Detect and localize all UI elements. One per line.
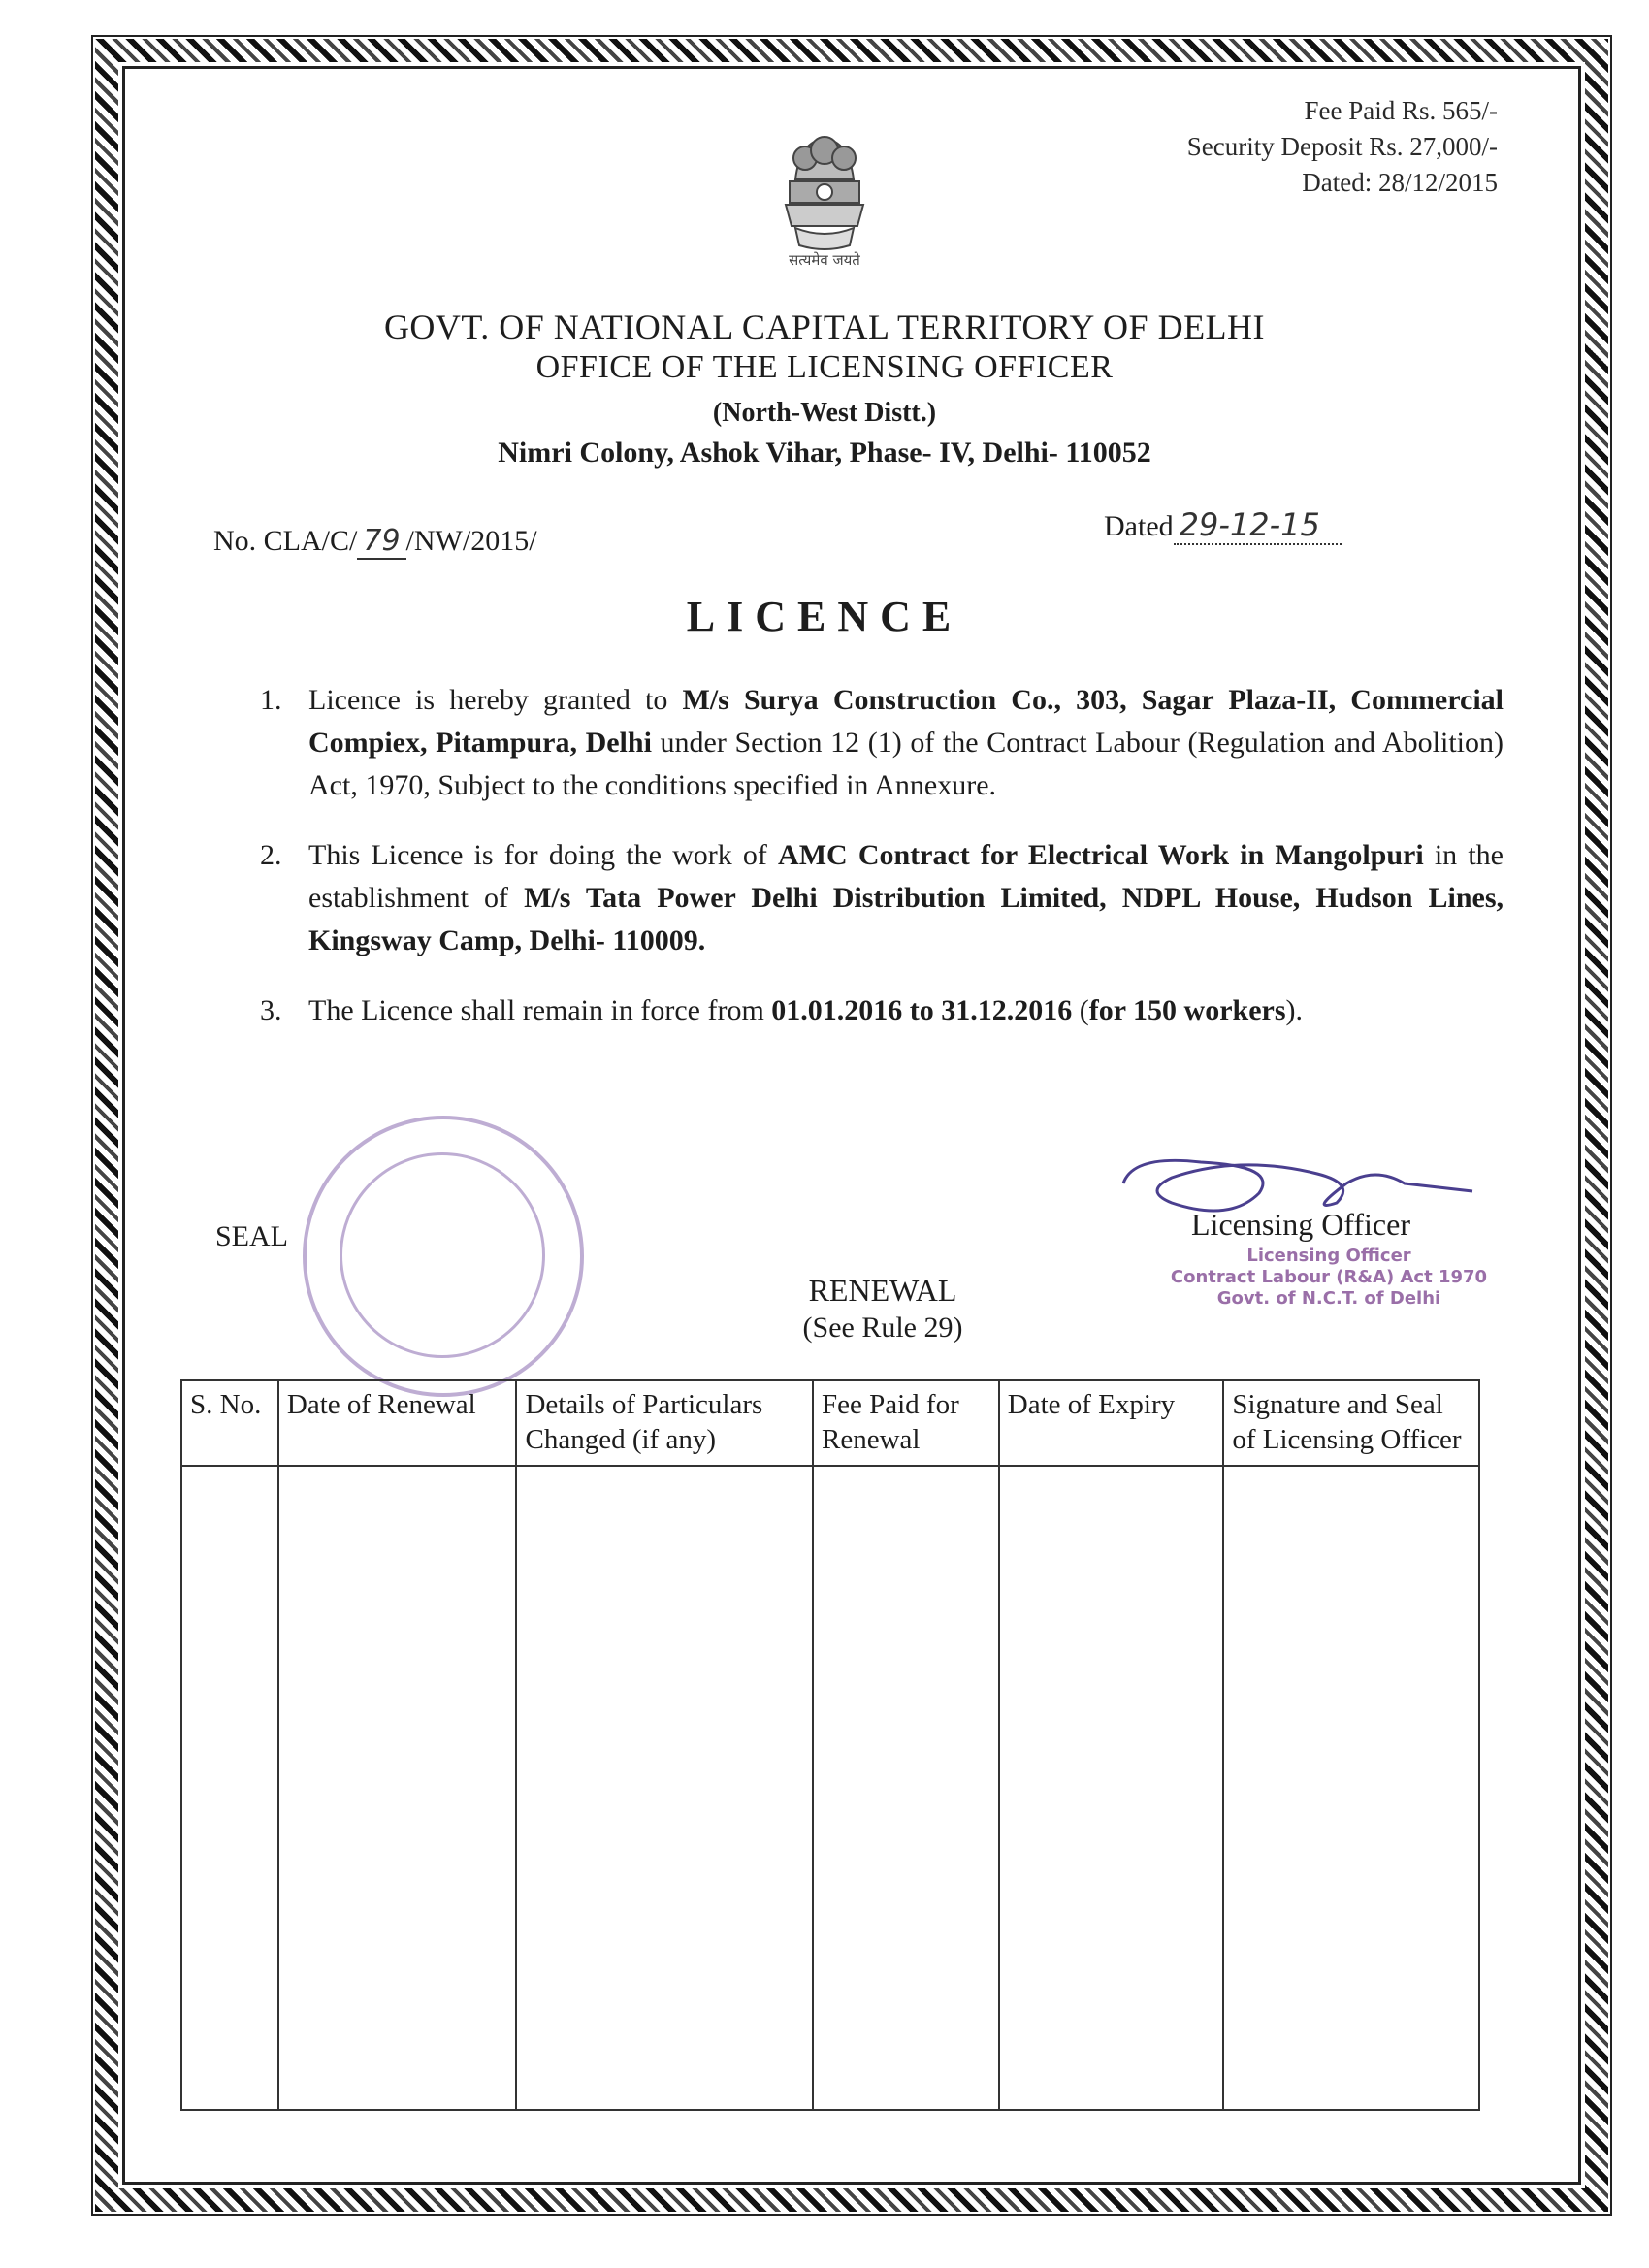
fee-dated: Dated: 28/12/2015 — [1302, 168, 1498, 197]
clause-text — [308, 834, 1504, 962]
work-description: AMC Contract for Electrical Work in Mangolpuri — [778, 839, 1424, 871]
table-cell — [278, 1466, 517, 2110]
clause-text-part: ). — [1285, 994, 1304, 1026]
clause-text-part: in the establishment of — [308, 839, 1504, 914]
reference-number — [213, 524, 537, 558]
clause-text — [308, 989, 1504, 1032]
clause-1 — [260, 679, 1504, 807]
district-heading: (North-West Distt.) — [712, 398, 937, 428]
column-header: Details of Particulars Changed (if any) — [516, 1380, 813, 1466]
govt-heading: GOVT. OF NATIONAL CAPITAL TERRITORY OF DELHI — [383, 308, 1266, 346]
column-header: Fee Paid for Renewal — [813, 1380, 999, 1466]
officer-stamp-line: Govt. of N.C.T. of Delhi — [1216, 1288, 1441, 1309]
renewal-subtitle: (See Rule 29) — [802, 1312, 963, 1344]
column-header: Date of Expiry — [999, 1380, 1224, 1466]
clause-number: 3. — [260, 994, 282, 1026]
officer-stamp-line: Contract Labour (R&A) Act 1970 — [1170, 1267, 1488, 1287]
establishment-name: M/s Tata Power Delhi Distribution Limited, NDPL House, Hudson Lines, Kingsway Camp, Delhi- 110009. — [308, 882, 1504, 956]
clause-text-part: This Licence is for doing the work of — [308, 839, 779, 871]
officer-title: Licensing Officer — [1191, 1207, 1410, 1242]
validity-period: 01.01.2016 to 31.12.2016 — [771, 994, 1073, 1026]
table-cell — [813, 1466, 999, 2110]
table-row — [181, 1466, 1479, 2110]
fee-paid: Fee Paid Rs. 565/- — [1304, 96, 1498, 125]
official-seal-icon — [303, 1116, 584, 1397]
table-header-row — [181, 1380, 1479, 1466]
seal-label: SEAL — [215, 1220, 288, 1252]
clause-text-part: The Licence shall remain in force from — [308, 994, 772, 1026]
clause-text-part: under Section 12 (1) of the Contract Labour (Regulation and Abolition) Act, 1970, Subject to the conditions specified in Annexure. — [308, 727, 1504, 801]
clause-2 — [260, 834, 1504, 962]
table-cell — [516, 1466, 813, 2110]
reference-date — [1104, 506, 1342, 543]
dated-handwritten-value: 29-12-15 — [1174, 506, 1342, 545]
security-deposit: Security Deposit Rs. 27,000/- — [1186, 132, 1498, 161]
emblem-motto: सत्यमेव जयते — [789, 251, 860, 269]
officer-stamp-line: Licensing Officer — [1246, 1246, 1411, 1266]
worker-count: for 150 workers — [1088, 994, 1286, 1026]
column-header: S. No. — [181, 1380, 278, 1466]
reference-handwritten-number: 79 — [357, 524, 405, 560]
dated-label: Dated — [1104, 510, 1174, 542]
clause-text-part: ( — [1072, 994, 1089, 1026]
clause-number: 2. — [260, 839, 282, 871]
office-heading: OFFICE OF THE LICENSING OFFICER — [535, 349, 1114, 385]
column-header: Date of Renewal — [278, 1380, 517, 1466]
fee-block — [1187, 93, 1498, 201]
clause-number: 1. — [260, 684, 282, 716]
renewal-title: RENEWAL — [808, 1273, 957, 1308]
licence-clauses — [260, 679, 1504, 1059]
office-address: Nimri Colony, Ashok Vihar, Phase- IV, Delhi- 110052 — [498, 437, 1151, 469]
renewal-table — [180, 1379, 1480, 2111]
table-cell — [999, 1466, 1224, 2110]
document-title: LICENCE — [686, 593, 963, 640]
clause-text — [308, 679, 1504, 807]
reference-suffix: /NW/2015/ — [405, 525, 537, 557]
clause-3 — [260, 989, 1504, 1032]
column-header: Signature and Seal of Licensing Officer — [1223, 1380, 1479, 1466]
reference-prefix: No. CLA/C/ — [213, 525, 358, 557]
contractor-name: M/s Surya Construction Co., 303, Sagar Plaza-II, Commercial Compiex, Pitampura, Delhi — [308, 684, 1504, 759]
table-cell — [181, 1466, 278, 2110]
clause-text-part: Licence is hereby granted to — [308, 684, 683, 716]
table-cell — [1223, 1466, 1479, 2110]
